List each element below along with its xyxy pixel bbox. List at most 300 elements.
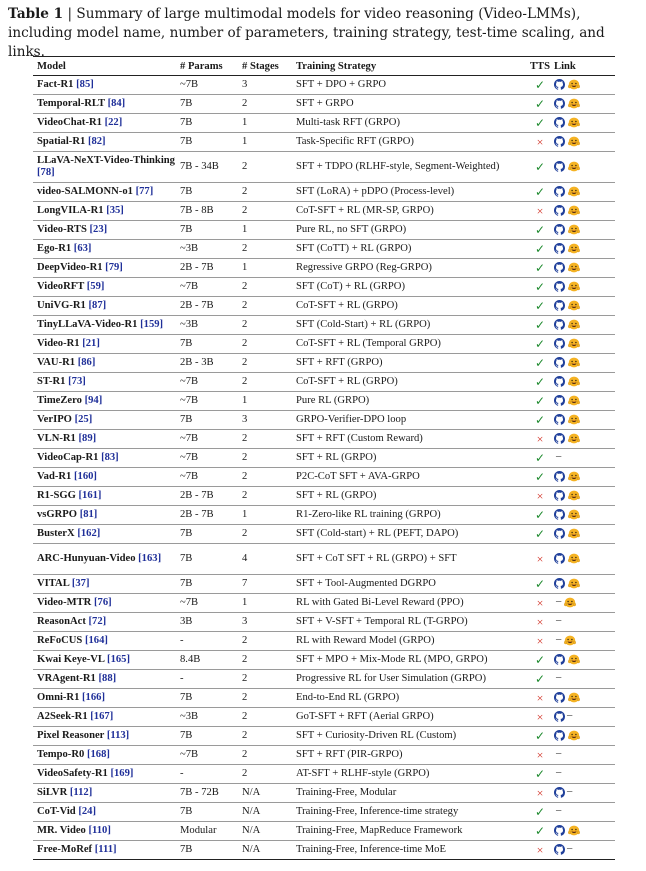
github-icon[interactable] [554, 319, 565, 330]
citation-link[interactable]: [82] [87, 135, 106, 147]
table-row [33, 613, 615, 632]
stages-cell: 2 [238, 651, 292, 670]
huggingface-icon[interactable] [564, 635, 576, 646]
strategy-cell: SFT + RL (GRPO) [292, 449, 528, 468]
citation-link[interactable]: [88] [98, 672, 117, 684]
citation-link[interactable]: [84] [107, 97, 126, 109]
citation-link[interactable]: [168] [86, 748, 110, 760]
huggingface-icon[interactable] [568, 414, 580, 425]
table-row [33, 449, 615, 468]
citation-link[interactable]: [81] [79, 508, 98, 520]
table-row [33, 411, 615, 430]
strategy-cell: Pure RL, no SFT (GRPO) [292, 221, 528, 240]
github-icon[interactable] [554, 654, 565, 665]
citation-link[interactable]: [112] [69, 786, 93, 798]
tts-mark: ✓ [528, 575, 552, 594]
model-name [33, 430, 176, 449]
huggingface-icon[interactable] [568, 471, 580, 482]
tts-mark: × [528, 487, 552, 506]
strategy-cell: SFT (Cold-Start) + RL (GRPO) [292, 316, 528, 335]
huggingface-icon[interactable] [568, 357, 580, 368]
tts-mark: × [528, 689, 552, 708]
tts-mark: ✓ [528, 114, 552, 133]
model-name [33, 544, 176, 575]
github-icon[interactable] [554, 825, 565, 836]
table-body [33, 76, 615, 860]
github-icon[interactable] [554, 578, 565, 589]
github-icon[interactable] [554, 243, 565, 254]
model-name [33, 335, 176, 354]
link-cell [552, 544, 615, 575]
huggingface-icon[interactable] [568, 433, 580, 444]
table-row [33, 746, 615, 765]
model-label: VAU-R1 [37, 356, 76, 368]
table-caption [8, 5, 640, 62]
link-cell [552, 822, 615, 841]
github-icon[interactable] [554, 161, 565, 172]
tts-mark: ✓ [528, 803, 552, 822]
stages-cell: 2 [238, 183, 292, 202]
model-name [33, 594, 176, 613]
tts-mark: ✓ [528, 468, 552, 487]
header-stages: # Stages [238, 57, 292, 76]
stages-cell: 2 [238, 727, 292, 746]
citation-link[interactable]: [77] [135, 185, 154, 197]
huggingface-icon[interactable] [568, 509, 580, 520]
github-icon[interactable] [554, 414, 565, 425]
model-name [33, 670, 176, 689]
model-label: VerIPO [37, 413, 72, 425]
table-row [33, 95, 615, 114]
stages-cell: 1 [238, 594, 292, 613]
table-row [33, 202, 615, 221]
github-icon[interactable] [554, 136, 565, 147]
github-icon[interactable] [554, 117, 565, 128]
github-icon[interactable] [554, 338, 565, 349]
github-icon[interactable] [554, 730, 565, 741]
github-icon[interactable] [554, 376, 565, 387]
params-cell: 7B [176, 841, 238, 860]
model-name [33, 449, 176, 468]
table-row [33, 525, 615, 544]
model-name [33, 803, 176, 822]
citation-link[interactable]: [161] [78, 489, 102, 501]
tts-mark: × [528, 430, 552, 449]
citation-link[interactable]: [21] [82, 337, 100, 349]
huggingface-icon[interactable] [568, 117, 580, 128]
header-params: # Params [176, 57, 238, 76]
link-cell [552, 525, 615, 544]
params-cell: 7B [176, 335, 238, 354]
table-row [33, 114, 615, 133]
tts-mark: ✓ [528, 316, 552, 335]
huggingface-icon[interactable] [568, 376, 580, 387]
citation-link[interactable]: [78] [37, 167, 55, 178]
strategy-cell: SFT + RFT (PIR-GRPO) [292, 746, 528, 765]
table-row [33, 354, 615, 373]
citation-link[interactable]: [87] [88, 299, 107, 311]
strategy-cell: CoT-SFT + RL (MR-SP, GRPO) [292, 202, 528, 221]
link-cell [552, 114, 615, 133]
huggingface-icon[interactable] [568, 395, 580, 406]
model-label: MR. Video [37, 824, 86, 836]
huggingface-icon[interactable] [568, 136, 580, 147]
model-name [33, 822, 176, 841]
link-cell [552, 449, 615, 468]
huggingface-icon[interactable] [568, 578, 580, 589]
params-cell: 7B [176, 525, 238, 544]
caption-label: Table 1 [8, 6, 64, 22]
table-row [33, 335, 615, 354]
tts-mark: × [528, 632, 552, 651]
citation-link[interactable]: [35] [106, 204, 124, 216]
model-label: video-SALMONN-o1 [37, 185, 133, 197]
link-cell [552, 803, 615, 822]
strategy-cell: SFT (LoRA) + pDPO (Process-level) [292, 183, 528, 202]
citation-link[interactable]: [110] [88, 824, 111, 836]
huggingface-icon[interactable] [568, 79, 580, 90]
github-icon[interactable] [554, 490, 565, 501]
table-row [33, 632, 615, 651]
strategy-cell: Training-Free, Inference-time strategy [292, 803, 528, 822]
citation-link[interactable]: [169] [110, 767, 134, 779]
model-label: VideoSafety-R1 [37, 767, 108, 779]
link-cell [552, 392, 615, 411]
huggingface-icon[interactable] [568, 300, 580, 311]
link-cell [552, 727, 615, 746]
params-cell: ~7B [176, 76, 238, 95]
huggingface-icon[interactable] [568, 825, 580, 836]
model-name [33, 202, 176, 221]
citation-link[interactable]: [22] [104, 116, 123, 128]
citation-link[interactable]: [165] [107, 653, 130, 665]
tts-mark: ✓ [528, 651, 552, 670]
model-name [33, 708, 176, 727]
huggingface-icon[interactable] [568, 161, 580, 172]
model-label: BusterX [37, 527, 75, 539]
citation-link[interactable]: [25] [74, 413, 93, 425]
params-cell: 7B [176, 689, 238, 708]
github-icon[interactable] [554, 528, 565, 539]
table-row [33, 651, 615, 670]
stages-cell: 2 [238, 746, 292, 765]
strategy-cell: SFT + Tool-Augmented DGRPO [292, 575, 528, 594]
stages-cell: 1 [238, 133, 292, 152]
github-icon[interactable] [554, 711, 565, 722]
link-cell [552, 133, 615, 152]
citation-link[interactable]: [86] [77, 356, 96, 368]
model-label: DeepVideo-R1 [37, 261, 103, 273]
strategy-cell: Training-Free, MapReduce Framework [292, 822, 528, 841]
citation-link[interactable]: [83] [101, 451, 119, 463]
no-link-dash: – [567, 786, 573, 798]
stages-cell: 2 [238, 335, 292, 354]
strategy-cell: Training-Free, Modular [292, 784, 528, 803]
citation-link[interactable]: [63] [73, 242, 92, 254]
table-row [33, 392, 615, 411]
model-label: Omni-R1 [37, 691, 80, 703]
table-row [33, 708, 615, 727]
link-cell [552, 240, 615, 259]
link-cell [552, 297, 615, 316]
table-row [33, 259, 615, 278]
citation-link[interactable]: [159] [140, 318, 164, 330]
github-icon[interactable] [554, 262, 565, 273]
no-link-dash: – [567, 843, 573, 855]
stages-cell: 1 [238, 221, 292, 240]
citation-link[interactable]: [163] [138, 552, 162, 564]
stages-cell: 2 [238, 373, 292, 392]
model-name [33, 76, 176, 95]
params-cell: ~7B [176, 430, 238, 449]
huggingface-icon[interactable] [568, 528, 580, 539]
tts-mark: × [528, 784, 552, 803]
model-name [33, 784, 176, 803]
strategy-cell: Regressive GRPO (Reg-GRPO) [292, 259, 528, 278]
github-icon[interactable] [554, 224, 565, 235]
tts-mark: ✓ [528, 670, 552, 689]
link-cell [552, 594, 615, 613]
table-row [33, 727, 615, 746]
link-cell [552, 765, 615, 784]
params-cell: ~7B [176, 594, 238, 613]
github-icon[interactable] [554, 471, 565, 482]
huggingface-icon[interactable] [568, 281, 580, 292]
citation-link[interactable]: [166] [82, 691, 105, 703]
no-link-dash: – [556, 748, 562, 760]
stages-cell: 2 [238, 430, 292, 449]
header-link: Link [552, 57, 615, 76]
github-icon[interactable] [554, 433, 565, 444]
huggingface-icon[interactable] [568, 205, 580, 216]
link-cell [552, 373, 615, 392]
params-cell: 8.4B [176, 651, 238, 670]
tts-mark: ✓ [528, 392, 552, 411]
model-name [33, 632, 176, 651]
citation-link[interactable]: [37] [71, 577, 90, 589]
params-cell: ~7B [176, 373, 238, 392]
citation-link[interactable]: [89] [78, 432, 97, 444]
huggingface-icon[interactable] [568, 243, 580, 254]
link-cell [552, 841, 615, 860]
github-icon[interactable] [554, 553, 565, 564]
strategy-cell: SFT (Cold-start) + RL (PEFT, DAPO) [292, 525, 528, 544]
github-icon[interactable] [554, 509, 565, 520]
model-name [33, 506, 176, 525]
link-cell [552, 76, 615, 95]
citation-link[interactable]: [72] [88, 615, 107, 627]
no-link-dash: – [556, 634, 562, 646]
link-cell [552, 202, 615, 221]
no-link-dash: – [556, 805, 562, 817]
huggingface-icon[interactable] [568, 262, 580, 273]
model-name [33, 765, 176, 784]
params-cell: 7B [176, 221, 238, 240]
citation-link[interactable]: [85] [76, 78, 94, 90]
model-label: Fact-R1 [37, 78, 74, 90]
table-row [33, 221, 615, 240]
tts-mark: ✓ [528, 76, 552, 95]
huggingface-icon[interactable] [568, 654, 580, 665]
model-name [33, 95, 176, 114]
citation-link[interactable]: [24] [78, 805, 96, 817]
citation-link[interactable]: [59] [86, 280, 105, 292]
strategy-cell: SFT (CoTT) + RL (GRPO) [292, 240, 528, 259]
github-icon[interactable] [554, 98, 565, 109]
github-icon[interactable] [554, 357, 565, 368]
citation-link[interactable]: [164] [84, 634, 108, 646]
huggingface-icon[interactable] [568, 692, 580, 703]
model-name [33, 152, 176, 183]
params-cell: 2B - 7B [176, 487, 238, 506]
github-icon[interactable] [554, 281, 565, 292]
huggingface-icon[interactable] [568, 553, 580, 564]
strategy-cell: CoT-SFT + RL (GRPO) [292, 297, 528, 316]
strategy-cell: SFT + V-SFT + Temporal RL (T-GRPO) [292, 613, 528, 632]
params-cell: 7B [176, 727, 238, 746]
stages-cell: N/A [238, 841, 292, 860]
github-icon[interactable] [554, 787, 565, 798]
stages-cell: 2 [238, 468, 292, 487]
model-name [33, 221, 176, 240]
model-name [33, 259, 176, 278]
table-row [33, 841, 615, 860]
github-icon[interactable] [554, 205, 565, 216]
tts-mark: ✓ [528, 335, 552, 354]
citation-link[interactable]: [79] [105, 261, 123, 273]
stages-cell: 1 [238, 259, 292, 278]
strategy-cell: Task-Specific RFT (GRPO) [292, 133, 528, 152]
strategy-cell: SFT + RFT (Custom Reward) [292, 430, 528, 449]
model-label: VRAgent-R1 [37, 672, 96, 684]
citation-link[interactable]: [94] [84, 394, 103, 406]
table-row [33, 575, 615, 594]
citation-link[interactable]: [167] [90, 710, 114, 722]
model-label: ReFoCUS [37, 634, 83, 646]
huggingface-icon[interactable] [568, 730, 580, 741]
params-cell: 7B [176, 544, 238, 575]
tts-mark: ✓ [528, 240, 552, 259]
stages-cell: 2 [238, 316, 292, 335]
citation-link[interactable]: [111] [94, 843, 117, 855]
table-row [33, 784, 615, 803]
citation-link[interactable]: [23] [89, 223, 108, 235]
stages-cell: 1 [238, 114, 292, 133]
strategy-cell: CoT-SFT + RL (Temporal GRPO) [292, 335, 528, 354]
model-name [33, 651, 176, 670]
huggingface-icon[interactable] [568, 319, 580, 330]
huggingface-icon[interactable] [564, 597, 576, 608]
tts-mark: ✓ [528, 297, 552, 316]
model-label: Ego-R1 [37, 242, 72, 254]
strategy-cell: AT-SFT + RLHF-style (GRPO) [292, 765, 528, 784]
table-row [33, 803, 615, 822]
params-cell: 7B [176, 133, 238, 152]
stages-cell: 2 [238, 354, 292, 373]
huggingface-icon[interactable] [568, 98, 580, 109]
params-cell: 2B - 7B [176, 506, 238, 525]
citation-link[interactable]: [76] [94, 596, 112, 608]
huggingface-icon[interactable] [568, 224, 580, 235]
params-cell: 7B - 8B [176, 202, 238, 221]
strategy-cell: SFT + CoT SFT + RL (GRPO) + SFT [292, 544, 528, 575]
link-cell [552, 354, 615, 373]
link-cell [552, 708, 615, 727]
link-cell [552, 152, 615, 183]
caption-text: Summary of large multimodal models for video reasoning (Video-LMMs), including model name, number of parameters, training strategy, test-time scaling, and links. [8, 6, 605, 60]
model-label: TinyLLaVA-Video-R1 [37, 318, 138, 330]
strategy-cell: End-to-End RL (GRPO) [292, 689, 528, 708]
link-cell [552, 316, 615, 335]
strategy-cell: R1-Zero-like RL training (GRPO) [292, 506, 528, 525]
model-label: Pixel Reasoner [37, 729, 105, 741]
model-label: VideoRFT [37, 280, 85, 292]
model-label: ReasonAct [37, 615, 86, 627]
params-cell: 7B [176, 411, 238, 430]
stages-cell: 2 [238, 202, 292, 221]
huggingface-icon[interactable] [568, 338, 580, 349]
tts-mark: × [528, 202, 552, 221]
citation-link[interactable]: [162] [77, 527, 101, 539]
huggingface-icon[interactable] [568, 186, 580, 197]
github-icon[interactable] [554, 300, 565, 311]
github-icon[interactable] [554, 186, 565, 197]
no-link-dash: – [556, 596, 562, 608]
citation-link[interactable]: [160] [74, 470, 97, 482]
citation-link[interactable]: [73] [68, 375, 86, 387]
tts-mark: ✓ [528, 183, 552, 202]
table-row [33, 297, 615, 316]
table-row [33, 506, 615, 525]
params-cell: Modular [176, 822, 238, 841]
table-row [33, 133, 615, 152]
tts-mark: × [528, 708, 552, 727]
github-icon[interactable] [554, 692, 565, 703]
table-row [33, 487, 615, 506]
model-name [33, 841, 176, 860]
link-cell [552, 670, 615, 689]
stages-cell: 2 [238, 632, 292, 651]
table-row [33, 594, 615, 613]
table-row [33, 765, 615, 784]
strategy-cell: SFT + DPO + GRPO [292, 76, 528, 95]
github-icon[interactable] [554, 395, 565, 406]
citation-link[interactable]: [113] [106, 729, 130, 741]
strategy-cell: SFT + Curiosity-Driven RL (Custom) [292, 727, 528, 746]
table-row [33, 316, 615, 335]
tts-mark: ✓ [528, 278, 552, 297]
header-training-strategy: Training Strategy [292, 57, 528, 76]
params-cell: - [176, 765, 238, 784]
strategy-cell: RL with Gated Bi-Level Reward (PPO) [292, 594, 528, 613]
table-row [33, 183, 615, 202]
stages-cell: 3 [238, 76, 292, 95]
params-cell: ~7B [176, 278, 238, 297]
tts-mark: × [528, 594, 552, 613]
tts-mark: ✓ [528, 259, 552, 278]
tts-mark: × [528, 613, 552, 632]
no-link-dash: – [556, 767, 562, 779]
model-label: A2Seek-R1 [37, 710, 88, 722]
github-icon[interactable] [554, 79, 565, 90]
model-name [33, 278, 176, 297]
huggingface-icon[interactable] [568, 490, 580, 501]
link-cell [552, 335, 615, 354]
github-icon[interactable] [554, 844, 565, 855]
model-name [33, 487, 176, 506]
table-row [33, 152, 615, 183]
strategy-cell: SFT + TDPO (RLHF-style, Segment-Weighted) [292, 152, 528, 183]
